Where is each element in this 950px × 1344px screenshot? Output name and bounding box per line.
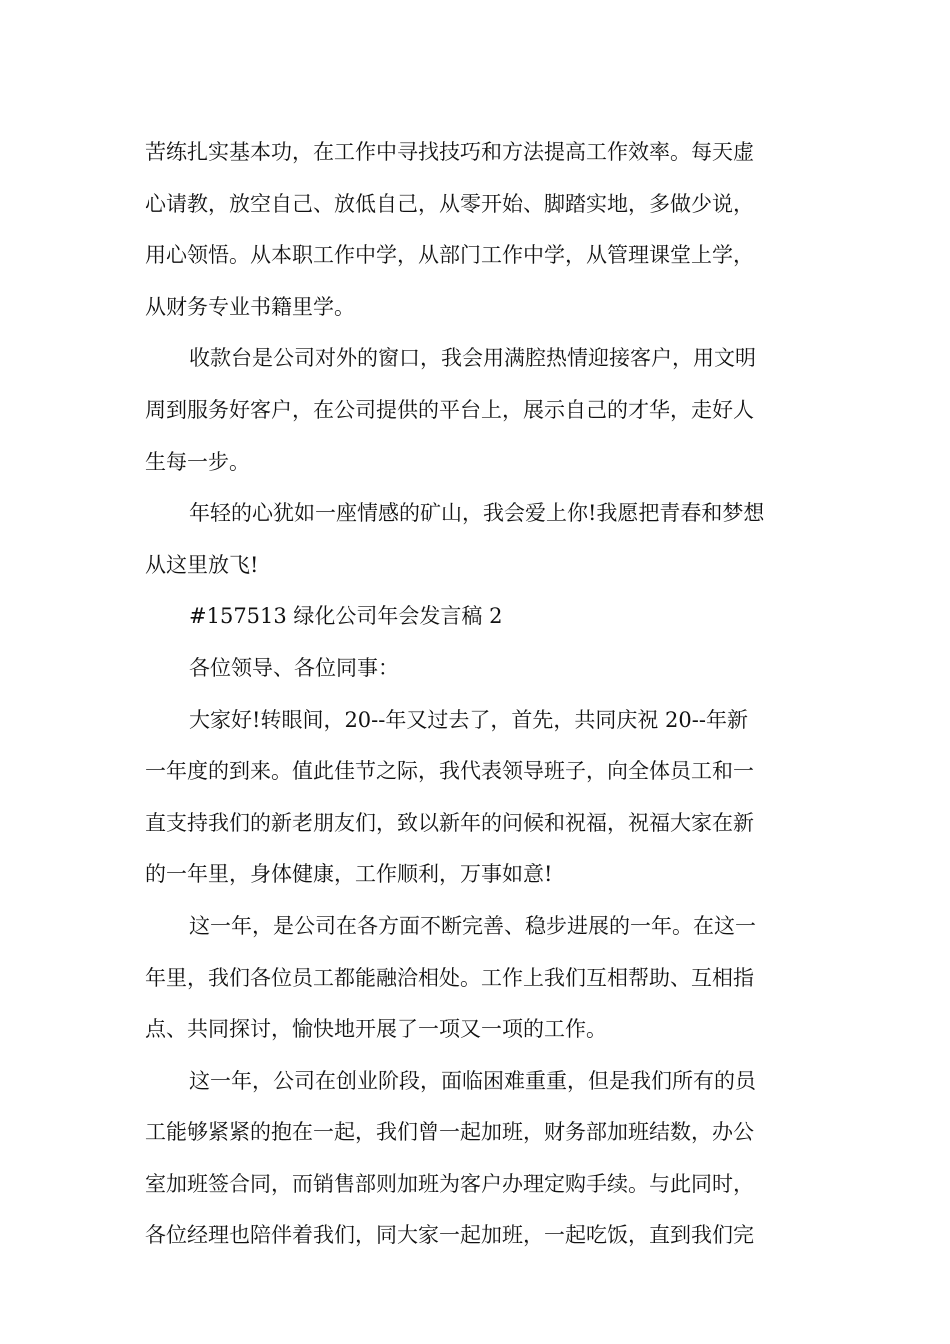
text-line: 从财务专业书籍里学。 (145, 294, 355, 319)
text-line: 心请教，放空自己、放低自己，从零开始、脚踏实地，多做少说， (145, 191, 754, 216)
text-line: 用心领悟。从本职工作中学，从部门工作中学，从管理课堂上学， (145, 243, 754, 268)
text-line: 大家好!转眼间，20--年又过去了，首先，共同庆祝 20--年新 (189, 707, 748, 732)
text-line: 苦练扎实基本功，在工作中寻找技巧和方法提高工作效率。每天虚 (145, 140, 754, 164)
heading-line: #157513 绿化公司年会发言稿 2 (189, 604, 503, 629)
text-line: 生每一步。 (145, 449, 250, 474)
text-line: 一年度的到来。值此佳节之际，我代表领导班子，向全体员工和一 (145, 759, 754, 784)
text-line: 年里，我们各位员工都能融洽相处。工作上我们互相帮助、互相指 (145, 965, 754, 990)
text-line: 周到服务好客户，在公司提供的平台上，展示自己的才华，走好人 (145, 397, 754, 422)
section-heading (145, 593, 810, 645)
text-line: 收款台是公司对外的窗口，我会用满腔热情迎接客户，用文明 (189, 346, 756, 371)
salutation-line: 各位领导、各位同事： (189, 655, 399, 680)
salutation (145, 645, 810, 697)
text-line: 各位经理也陪伴着我们，同大家一起加班，一起吃饭，直到我们完 (145, 1223, 754, 1248)
text-line: 这一年，是公司在各方面不断完善、稳步进展的一年。在这一 (189, 913, 756, 938)
paragraph-7 (145, 903, 810, 1058)
paragraph-2 (145, 335, 810, 490)
text-line: 直支持我们的新老朋友们，致以新年的问候和祝福，祝福大家在新 (145, 810, 754, 835)
text-line: 从这里放飞! (145, 552, 259, 577)
text-line: 的一年里，身体健康，工作顺利，万事如意! (145, 862, 553, 887)
document-body (145, 129, 810, 1264)
text-line: 点、共同探讨，愉快地开展了一项又一项的工作。 (145, 1017, 607, 1042)
paragraph-1 (145, 129, 810, 335)
paragraph-3 (145, 490, 810, 593)
text-line: 这一年，公司在创业阶段，面临困难重重，但是我们所有的员 (189, 1068, 756, 1093)
text-line: 室加班签合同，而销售部则加班为客户办理定购手续。与此同时， (145, 1171, 754, 1196)
paragraph-6 (145, 697, 810, 903)
text-line: 年轻的心犹如一座情感的矿山，我会爱上你!我愿把青春和梦想 (189, 501, 765, 526)
text-line: 工能够紧紧的抱在一起，我们曾一起加班，财务部加班结数，办公 (145, 1120, 754, 1145)
paragraph-8 (145, 1058, 810, 1264)
